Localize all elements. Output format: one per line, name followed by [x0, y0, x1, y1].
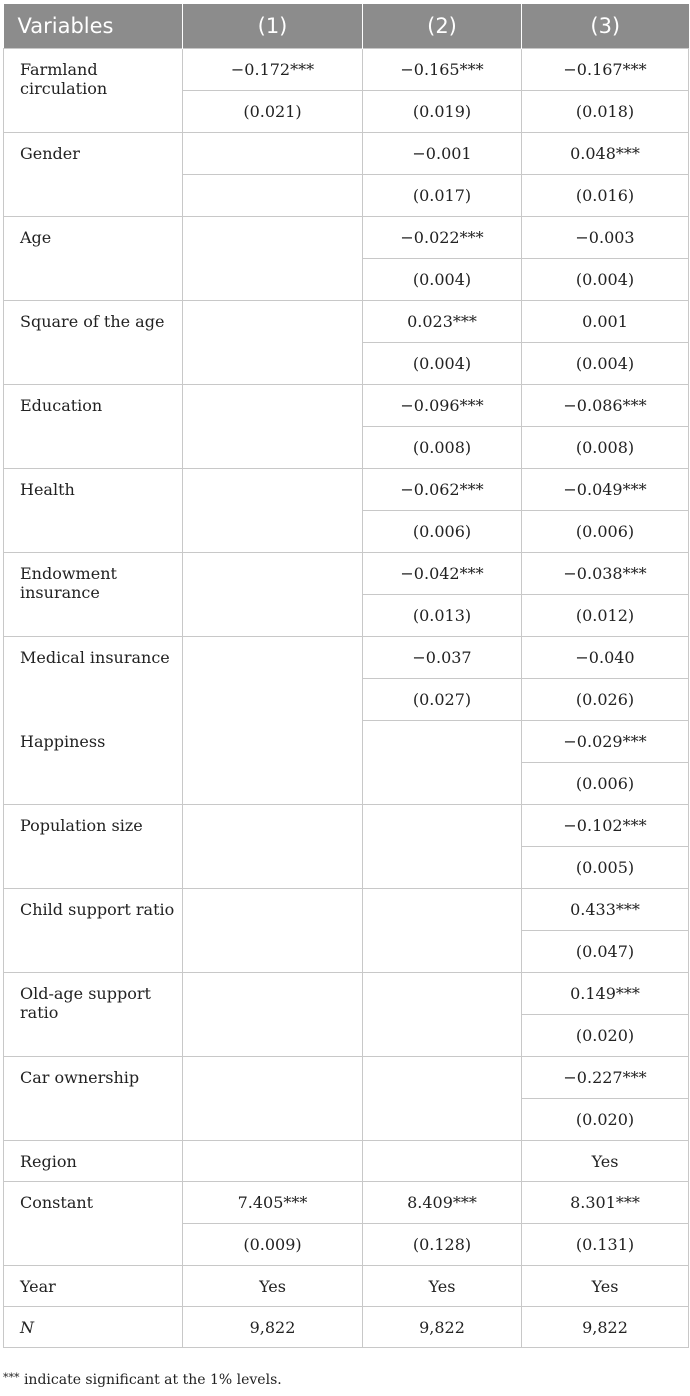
cell-year-c1: Yes [183, 1266, 363, 1307]
cell-education-c3-se: (0.008) [522, 427, 689, 469]
cell-population-c3: −0.102*** [522, 805, 689, 847]
row-label-education: Education [4, 385, 183, 469]
cell-year-c2: Yes [363, 1266, 522, 1307]
table-row [4, 469, 689, 511]
table-row [4, 1307, 689, 1348]
header-col-1: (1) [183, 4, 363, 49]
cell-age-c2-se: (0.004) [363, 259, 522, 301]
table-row [4, 301, 689, 343]
cell-empty [363, 1141, 522, 1182]
cell-population-c3-se: (0.005) [522, 847, 689, 889]
table-row [4, 133, 689, 175]
regression-table-container [3, 4, 688, 1348]
cell-empty [363, 973, 522, 1057]
table-footnote [3, 1371, 282, 1388]
table-row [4, 889, 689, 931]
cell-empty [183, 175, 363, 217]
cell-constant-c1: 7.405*** [183, 1182, 363, 1224]
cell-child-c3: 0.433*** [522, 889, 689, 931]
cell-empty [183, 469, 363, 553]
cell-endowment-c2-se: (0.013) [363, 595, 522, 637]
cell-farmland-c1-se: (0.021) [183, 91, 363, 133]
row-label-endowment: Endowment insurance [4, 553, 183, 637]
cell-oldage-c3: 0.149*** [522, 973, 689, 1015]
cell-health-c3: −0.049*** [522, 469, 689, 511]
header-col-3: (3) [522, 4, 689, 49]
table-row [4, 973, 689, 1015]
cell-age-c2: −0.022*** [363, 217, 522, 259]
cell-education-c2: −0.096*** [363, 385, 522, 427]
cell-car-c3-se: (0.020) [522, 1099, 689, 1141]
row-label-n: N [4, 1307, 183, 1348]
cell-empty [183, 973, 363, 1057]
row-label-constant: Constant [4, 1182, 183, 1266]
cell-gender-c3-se: (0.016) [522, 175, 689, 217]
row-label-happiness: Happiness [4, 721, 183, 805]
table-row [4, 385, 689, 427]
cell-health-c2: −0.062*** [363, 469, 522, 511]
row-label-agesq: Square of the age [4, 301, 183, 385]
cell-year-c3: Yes [522, 1266, 689, 1307]
regression-table [3, 4, 689, 1348]
table-row [4, 1057, 689, 1099]
cell-region-c3: Yes [522, 1141, 689, 1182]
cell-n-c3: 9,822 [522, 1307, 689, 1348]
cell-oldage-c3-se: (0.020) [522, 1015, 689, 1057]
table-row [4, 49, 689, 91]
cell-farmland-c3: −0.167*** [522, 49, 689, 91]
footnote-stars: *** [3, 1371, 20, 1384]
cell-empty [363, 721, 522, 805]
row-label-population: Population size [4, 805, 183, 889]
cell-farmland-c3-se: (0.018) [522, 91, 689, 133]
cell-education-c2-se: (0.008) [363, 427, 522, 469]
row-label-health: Health [4, 469, 183, 553]
cell-medical-c2-se: (0.027) [363, 679, 522, 721]
cell-medical-c2: −0.037 [363, 637, 522, 679]
cell-gender-c2: −0.001 [363, 133, 522, 175]
row-label-farmland: Farmland circulation [4, 49, 183, 133]
cell-empty [183, 301, 363, 385]
table-row [4, 1141, 689, 1182]
cell-constant-c1-se: (0.009) [183, 1224, 363, 1266]
cell-agesq-c3-se: (0.004) [522, 343, 689, 385]
cell-empty [183, 1141, 363, 1182]
cell-endowment-c3-se: (0.012) [522, 595, 689, 637]
cell-empty [183, 889, 363, 973]
table-row [4, 553, 689, 595]
cell-car-c3: −0.227*** [522, 1057, 689, 1099]
cell-child-c3-se: (0.047) [522, 931, 689, 973]
cell-empty [363, 1057, 522, 1141]
cell-n-c2: 9,822 [363, 1307, 522, 1348]
row-label-region: Region [4, 1141, 183, 1182]
cell-empty [183, 1057, 363, 1141]
cell-agesq-c3: 0.001 [522, 301, 689, 343]
cell-happiness-c3: −0.029*** [522, 721, 689, 763]
cell-empty [183, 553, 363, 637]
cell-empty [183, 217, 363, 301]
cell-n-c1: 9,822 [183, 1307, 363, 1348]
cell-agesq-c2: 0.023*** [363, 301, 522, 343]
table-row [4, 217, 689, 259]
row-label-medical: Medical insurance [4, 637, 183, 721]
table-row [4, 805, 689, 847]
cell-education-c3: −0.086*** [522, 385, 689, 427]
cell-endowment-c3: −0.038*** [522, 553, 689, 595]
table-row [4, 637, 689, 679]
cell-empty [363, 805, 522, 889]
header-variables: Variables [4, 4, 183, 49]
cell-gender-c3: 0.048*** [522, 133, 689, 175]
cell-medical-c3-se: (0.026) [522, 679, 689, 721]
cell-farmland-c2-se: (0.019) [363, 91, 522, 133]
cell-empty [183, 637, 363, 805]
row-label-gender: Gender [4, 133, 183, 217]
cell-constant-c2-se: (0.128) [363, 1224, 522, 1266]
cell-constant-c2: 8.409*** [363, 1182, 522, 1224]
row-label-oldage: Old-age support ratio [4, 973, 183, 1057]
cell-happiness-c3-se: (0.006) [522, 763, 689, 805]
table-row [4, 1266, 689, 1307]
cell-medical-c3: −0.040 [522, 637, 689, 679]
row-label-car: Car ownership [4, 1057, 183, 1141]
row-label-year: Year [4, 1266, 183, 1307]
cell-age-c3: −0.003 [522, 217, 689, 259]
cell-health-c2-se: (0.006) [363, 511, 522, 553]
table-header [4, 4, 689, 49]
footnote-text: indicate significant at the 1% levels. [19, 1372, 282, 1388]
row-label-child: Child support ratio [4, 889, 183, 973]
cell-constant-c3: 8.301*** [522, 1182, 689, 1224]
cell-endowment-c2: −0.042*** [363, 553, 522, 595]
cell-empty [183, 805, 363, 889]
cell-health-c3-se: (0.006) [522, 511, 689, 553]
cell-farmland-c1: −0.172*** [183, 49, 363, 91]
cell-empty [183, 133, 363, 175]
cell-farmland-c2: −0.165*** [363, 49, 522, 91]
table-row [4, 1182, 689, 1224]
row-label-age: Age [4, 217, 183, 301]
cell-constant-c3-se: (0.131) [522, 1224, 689, 1266]
cell-agesq-c2-se: (0.004) [363, 343, 522, 385]
cell-gender-c2-se: (0.017) [363, 175, 522, 217]
header-col-2: (2) [363, 4, 522, 49]
cell-empty [363, 889, 522, 973]
cell-age-c3-se: (0.004) [522, 259, 689, 301]
cell-empty [183, 385, 363, 469]
